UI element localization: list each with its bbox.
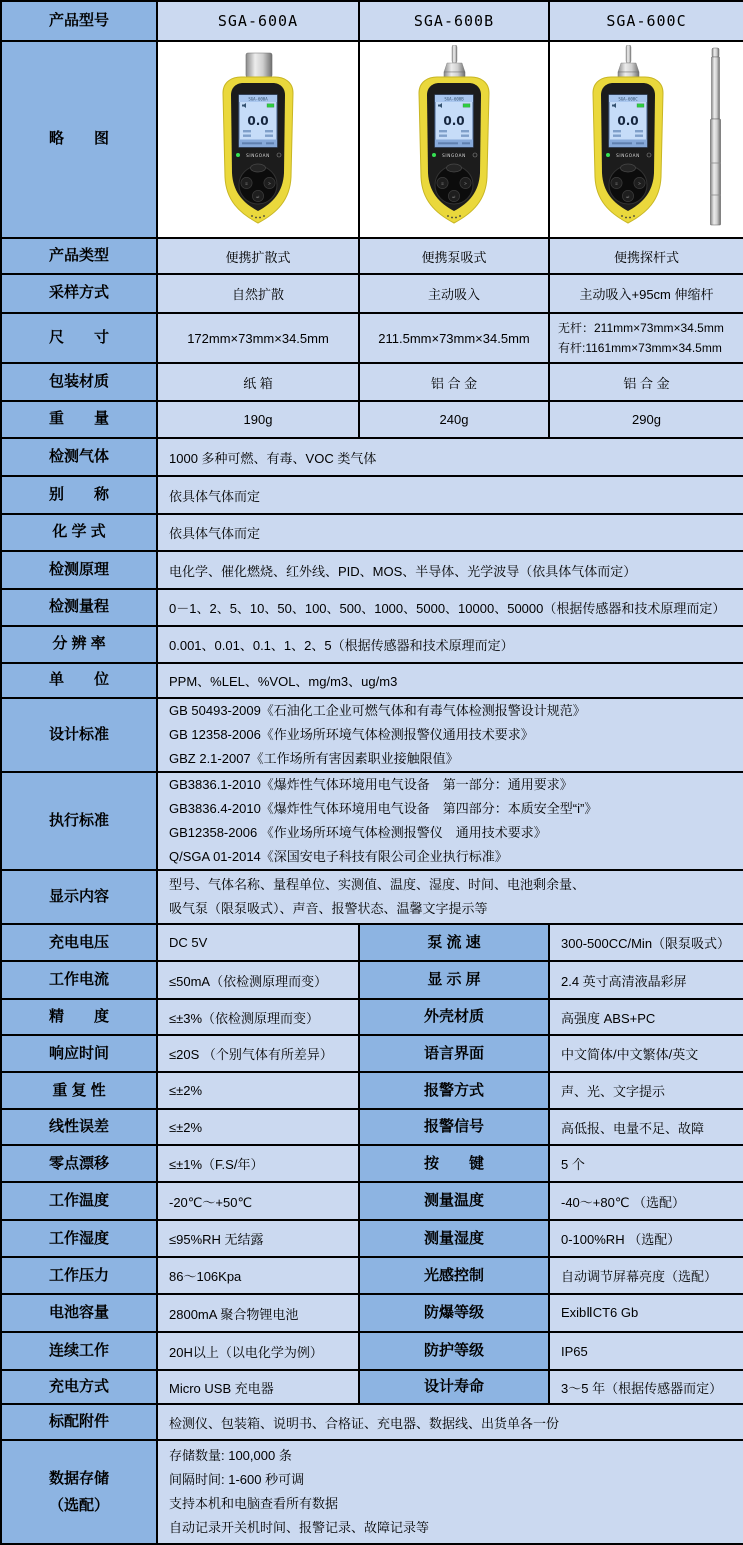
- battery-icon: [267, 103, 274, 106]
- svg-text:≡: ≡: [245, 180, 248, 186]
- spec-value: IP65: [549, 1332, 743, 1370]
- spec-value: 便携探杆式: [549, 238, 743, 274]
- table-row: [1, 1257, 743, 1294]
- svg-text:>: >: [464, 180, 467, 186]
- text-line: Q/SGA 01-2014《深国安电子科技有限公司企业执行标准》: [169, 849, 508, 865]
- table-row: [1, 313, 743, 363]
- row-label: 工作温度: [1, 1182, 157, 1220]
- row-label: 充电方式: [1, 1370, 157, 1404]
- svg-text:↵: ↵: [256, 193, 260, 199]
- spec-value: 2800mA 聚合物锂电池: [157, 1294, 359, 1332]
- row-label: [1, 1440, 157, 1544]
- table-row: [1, 663, 743, 698]
- row-label: 执行标准: [1, 772, 157, 870]
- row-label: 防护等级: [359, 1332, 549, 1370]
- spec-value: 便携泵吸式: [359, 238, 549, 274]
- svg-text:↵: ↵: [625, 193, 630, 199]
- spec-value: ≤±2%: [157, 1109, 359, 1145]
- table-row: [1, 1440, 743, 1544]
- row-label: 设计标准: [1, 698, 157, 772]
- spec-value: 声、光、文字提示: [549, 1072, 743, 1109]
- battery-icon: [463, 103, 470, 106]
- spec-value: 纸 箱: [157, 363, 359, 401]
- spec-value: 依具体气体而定: [157, 514, 743, 551]
- spec-value: 290g: [549, 401, 743, 438]
- table-row: [1, 870, 743, 924]
- row-label: 别 称: [1, 476, 157, 514]
- row-label: 测量湿度: [359, 1220, 549, 1257]
- table-row: [1, 1072, 743, 1109]
- row-label: 按 键: [359, 1145, 549, 1182]
- spec-value: 2.4 英寸高清液晶彩屏: [549, 961, 743, 999]
- spec-value: 1000 多种可燃、有毒、VOC 类气体: [157, 438, 743, 476]
- spec-value: 20H以上（以电化学为例）: [157, 1332, 359, 1370]
- spec-value: 3～5 年（根据传感器而定）: [549, 1370, 743, 1404]
- status-led-icon: [606, 153, 610, 157]
- status-led-icon: [236, 153, 240, 157]
- spec-value: ≤±2%: [157, 1072, 359, 1109]
- row-label: 检测气体: [1, 438, 157, 476]
- table-row: [1, 1182, 743, 1220]
- table-row: [1, 41, 743, 238]
- model-header: SGA-600C: [549, 1, 743, 41]
- table-row: [1, 1370, 743, 1404]
- table-row: [1, 476, 743, 514]
- row-label: 电池容量: [1, 1294, 157, 1332]
- table-row: [1, 274, 743, 313]
- row-label: 检测原理: [1, 551, 157, 589]
- model-header: SGA-600B: [359, 1, 549, 41]
- row-label: 响应时间: [1, 1035, 157, 1072]
- row-label: 零点漂移: [1, 1145, 157, 1182]
- row-label: 充电电压: [1, 924, 157, 961]
- device-illustration: [563, 45, 731, 235]
- row-label: 语言界面: [359, 1035, 549, 1072]
- table-row: [1, 1, 743, 41]
- row-label: 尺 寸: [1, 313, 157, 363]
- spec-value: ≤±1%（F.S/年）: [157, 1145, 359, 1182]
- text-line: 间隔时间: 1-600 秒可调: [169, 1472, 305, 1488]
- table-row: [1, 1404, 743, 1440]
- spec-value: 高低报、电量不足、故障: [549, 1109, 743, 1145]
- spec-value: 中文简体/中文繁体/英文: [549, 1035, 743, 1072]
- svg-text:≡: ≡: [614, 180, 618, 186]
- device-screen: [609, 95, 647, 147]
- spec-value: Micro USB 充电器: [157, 1370, 359, 1404]
- table-row: [1, 999, 743, 1035]
- spec-value: 0-100%RH （选配）: [549, 1220, 743, 1257]
- spec-value: 依具体气体而定: [157, 476, 743, 514]
- model-header: SGA-600A: [157, 1, 359, 41]
- product-photo-sga-600b: [359, 41, 549, 238]
- text-line: GB12358-2006 《作业场所环境气体检测报警仪 通用技术要求》: [169, 825, 547, 841]
- row-label: 工作电流: [1, 961, 157, 999]
- spec-value: 检测仪、包装箱、说明书、合格证、充电器、数据线、出货单各一份: [157, 1404, 743, 1440]
- spec-value: DC 5V: [157, 924, 359, 961]
- row-label: 化 学 式: [1, 514, 157, 551]
- text-line: （选配）: [48, 1497, 109, 1515]
- device-screen: [239, 95, 277, 147]
- table-row: [1, 401, 743, 438]
- spec-value: 240g: [359, 401, 549, 438]
- screen-model-text: SGA-600A: [248, 95, 268, 101]
- row-label: 采样方式: [1, 274, 157, 313]
- sensor-probe-icon: [618, 45, 639, 79]
- spec-value: 主动吸入+95cm 伸缩杆: [549, 274, 743, 313]
- text-line: GB 12358-2006《作业场所环境气体检测报警仪通用技术要求》: [169, 727, 534, 743]
- screen-model-text: SGA-600B: [444, 95, 464, 101]
- svg-text:>: >: [637, 180, 641, 186]
- row-label: 略 图: [1, 41, 157, 238]
- svg-text:>: >: [268, 180, 271, 186]
- spec-value: ≤20S （个别气体有所差异）: [157, 1035, 359, 1072]
- text-line: GB 50493-2009《石油化工企业可燃气体和有毒气体检测报警设计规范》: [169, 703, 586, 718]
- row-label: 产品型号: [1, 1, 157, 41]
- spec-value: 铝 合 金: [359, 363, 549, 401]
- row-label: 检测量程: [1, 589, 157, 626]
- sensor-probe-icon: [444, 45, 465, 79]
- screen-reading-text: 0.0: [247, 113, 269, 128]
- row-label: 外壳材质: [359, 999, 549, 1035]
- row-label: 重 复 性: [1, 1072, 157, 1109]
- spec-value: 211.5mm×73mm×34.5mm: [359, 313, 549, 363]
- table-row: [1, 589, 743, 626]
- table-row: [1, 961, 743, 999]
- spec-value: [157, 1440, 743, 1544]
- spec-value: [157, 870, 743, 924]
- table-row: [1, 514, 743, 551]
- text-line: GBZ 2.1-2007《工作场所有害因素职业接触限值》: [169, 751, 459, 767]
- table-row: [1, 551, 743, 589]
- text-line: 型号、气体名称、量程单位、实测值、温度、湿度、时间、电池剩余量、: [169, 877, 586, 893]
- spec-value: -20℃～+50℃: [157, 1182, 359, 1220]
- row-label: 精 度: [1, 999, 157, 1035]
- brand-text: SINGOAN: [442, 152, 466, 158]
- device-screen: [435, 95, 473, 147]
- table-row: [1, 438, 743, 476]
- device-illustration: [193, 45, 323, 235]
- spec-value: 0－1、2、5、10、50、100、500、1000、5000、10000、50000（根据传感器和技术原理而定）: [157, 589, 743, 626]
- spec-value: 便携扩散式: [157, 238, 359, 274]
- row-label: 重 量: [1, 401, 157, 438]
- brand-text: SINGOAN: [246, 152, 270, 158]
- text-line: 支持本机和电脑查看所有数据: [169, 1496, 339, 1512]
- spec-value: [157, 698, 743, 772]
- spec-value: 自然扩散: [157, 274, 359, 313]
- row-label: 工作压力: [1, 1257, 157, 1294]
- spec-value: [549, 313, 743, 363]
- row-label: 标配附件: [1, 1404, 157, 1440]
- table-row: [1, 1332, 743, 1370]
- spec-value: 电化学、催化燃烧、红外线、PID、MOS、半导体、光学波导（依具体气体而定）: [157, 551, 743, 589]
- table-row: [1, 1294, 743, 1332]
- spec-value: [157, 772, 743, 870]
- spec-value: PPM、%LEL、%VOL、mg/m3、ug/m3: [157, 663, 743, 698]
- row-label: 报警信号: [359, 1109, 549, 1145]
- row-label: 测量温度: [359, 1182, 549, 1220]
- table-row: [1, 772, 743, 870]
- spec-value: 172mm×73mm×34.5mm: [157, 313, 359, 363]
- spec-value: 190g: [157, 401, 359, 438]
- row-label: 设计寿命: [359, 1370, 549, 1404]
- sensor-cap-icon: [246, 53, 272, 77]
- spec-value: 0.001、0.01、0.1、1、2、5（根据传感器和技术原理而定）: [157, 626, 743, 663]
- screen-model-text: SGA-600C: [617, 95, 638, 101]
- table-row: [1, 626, 743, 663]
- text-line: GB3836.1-2010《爆炸性气体环境用电气设备 第一部分：通用要求》: [169, 777, 573, 793]
- spec-value: 铝 合 金: [549, 363, 743, 401]
- row-label: 产品类型: [1, 238, 157, 274]
- table-row: [1, 1109, 743, 1145]
- spec-value: 300-500CC/Min（限泵吸式）: [549, 924, 743, 961]
- table-row: [1, 238, 743, 274]
- text-line: 自动记录开关机时间、报警记录、故障记录等: [169, 1520, 430, 1536]
- product-photo-sga-600a: [157, 41, 359, 238]
- text-line: 数据存储: [48, 1469, 109, 1487]
- row-label: 工作湿度: [1, 1220, 157, 1257]
- text-line: 有杆:1161mm×73mm×34.5mm: [558, 341, 722, 355]
- row-label: 分 辨 率: [1, 626, 157, 663]
- spec-value: ≤95%RH 无结露: [157, 1220, 359, 1257]
- row-label: 防爆等级: [359, 1294, 549, 1332]
- svg-text:≡: ≡: [441, 180, 444, 186]
- spec-value: 主动吸入: [359, 274, 549, 313]
- table-row: [1, 1220, 743, 1257]
- table-row: [1, 1035, 743, 1072]
- status-led-icon: [432, 153, 436, 157]
- spec-value: 86～106Kpa: [157, 1257, 359, 1294]
- spec-value: 高强度 ABS+PC: [549, 999, 743, 1035]
- row-label: 包装材质: [1, 363, 157, 401]
- spec-value: ExibⅡCT6 Gb: [549, 1294, 743, 1332]
- row-label: 光感控制: [359, 1257, 549, 1294]
- text-line: 吸气泵（限泵吸式）、声音、报警状态、温馨文字提示等: [169, 901, 488, 917]
- screen-reading-text: 0.0: [616, 113, 639, 128]
- row-label: 报警方式: [359, 1072, 549, 1109]
- row-label: 显 示 屏: [359, 961, 549, 999]
- battery-icon: [637, 103, 644, 106]
- table-row: [1, 363, 743, 401]
- row-label: 连续工作: [1, 1332, 157, 1370]
- spec-value: -40～+80℃ （选配）: [549, 1182, 743, 1220]
- row-label: 显示内容: [1, 870, 157, 924]
- spec-value: ≤50mA（依检测原理而变）: [157, 961, 359, 999]
- text-line: 存储数量: 100,000 条: [169, 1448, 292, 1464]
- text-line: GB3836.4-2010《爆炸性气体环境用电气设备 第四部分：本质安全型“i”》: [169, 801, 598, 817]
- table-row: [1, 924, 743, 961]
- row-label: 线性误差: [1, 1109, 157, 1145]
- screen-reading-text: 0.0: [443, 113, 465, 128]
- spec-value: ≤±3%（依检测原理而变）: [157, 999, 359, 1035]
- row-label: 泵 流 速: [359, 924, 549, 961]
- product-photo-sga-600c: [549, 41, 743, 238]
- spec-value: 5 个: [549, 1145, 743, 1182]
- svg-text:↵: ↵: [452, 193, 456, 199]
- text-line: 无杆：211mm×73mm×34.5mm: [558, 320, 724, 335]
- table-row: [1, 698, 743, 772]
- row-label: 单 位: [1, 663, 157, 698]
- telescopic-rod-icon: [710, 48, 720, 225]
- table-row: [1, 1145, 743, 1182]
- spec-value: 自动调节屏幕亮度（选配）: [549, 1257, 743, 1294]
- device-illustration: [389, 45, 519, 235]
- brand-text: SINGOAN: [615, 152, 640, 158]
